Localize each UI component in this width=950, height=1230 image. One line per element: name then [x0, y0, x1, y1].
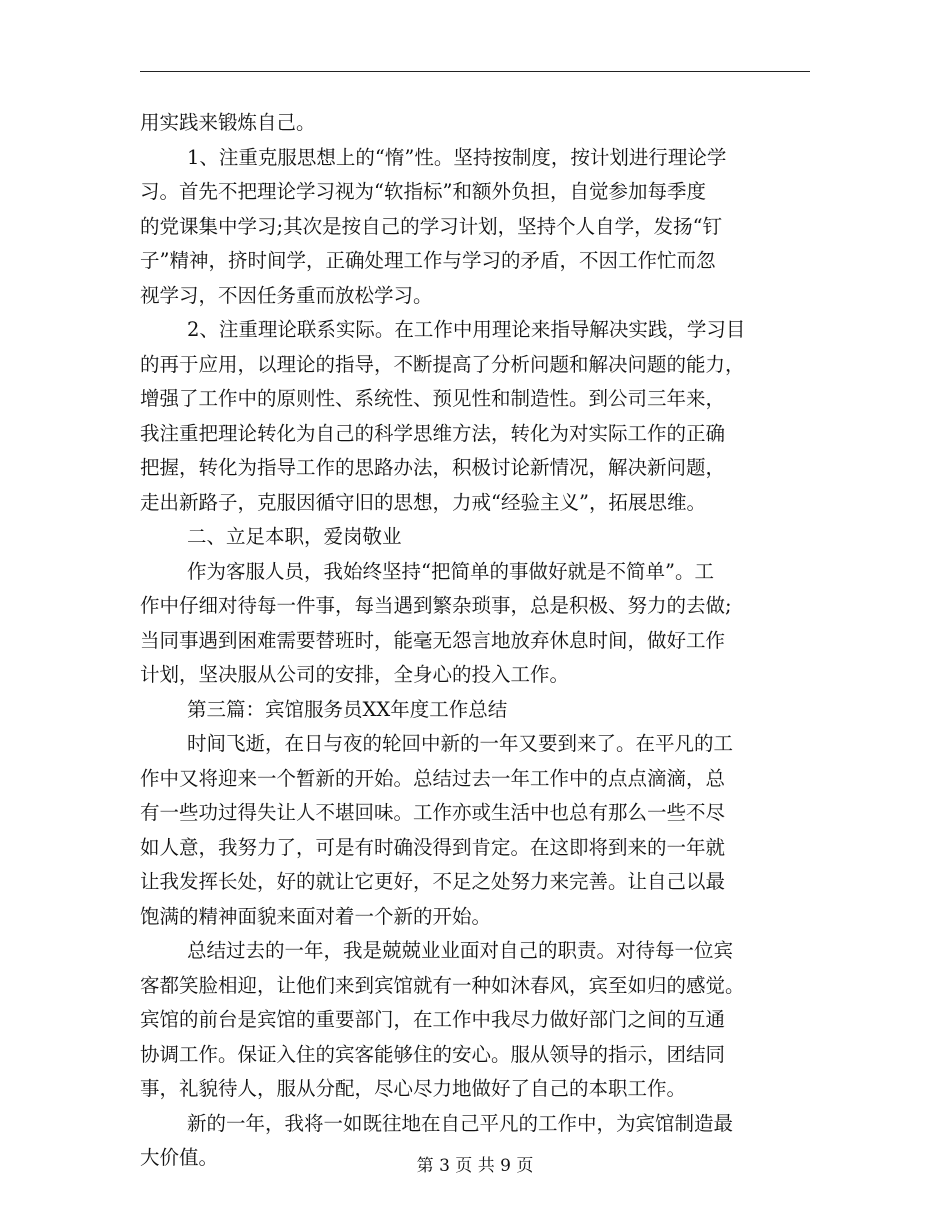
- text-line: 2、注重理论联系实际。在工作中用理论来指导解决实践，学习目: [187, 318, 746, 341]
- text-line: 增强了工作中的原则性、系统性、预见性和制造性。到公司三年来，: [140, 387, 726, 410]
- text-line: 1、注重克服思想上的“惰”性。坚持按制度，按计划进行理论学: [187, 145, 727, 169]
- text-line: 的党课集中学习;其次是按自己的学习计划，坚持个人自学，发扬“钉: [140, 214, 723, 238]
- text-line: 视学习，不因任务重而放松学习。: [140, 283, 433, 307]
- text-line: 把握，转化为指导工作的思路办法，积极讨论新情况，解决新问题，: [140, 456, 726, 479]
- text-line: 的再于应用，以理论的指导，不断提高了分析问题和解决问题的能力，: [140, 352, 745, 376]
- text-line: 二、立足本职，爱岗敬业: [187, 525, 402, 548]
- text-line: 走出新路子，克服因循守旧的思想，力戒“经验主义”，拓展思维。: [140, 490, 706, 514]
- document-body: [140, 106, 820, 1176]
- text-line: 大价值。: [140, 1146, 219, 1169]
- text-line: 习。首先不把理论学习视为“软指标”和额外负担，自觉参加每季度: [140, 180, 706, 203]
- text-line: 第三篇：宾馆服务员XX年度工作总结: [187, 697, 508, 721]
- text-line: 用实践来锻炼自己。: [140, 111, 316, 134]
- text-line: 宾馆的前台是宾馆的重要部门，在工作中我尽力做好部门之间的互通: [140, 1008, 726, 1031]
- header-rule: [140, 71, 810, 72]
- text-line: 时间飞逝，在日与夜的轮回中新的一年又要到来了。在平凡的工: [187, 732, 734, 755]
- text-line: 新的一年，我将一如既往地在自己平凡的工作中，为宾馆制造最: [187, 1111, 734, 1135]
- text-line: 协调工作。保证入住的宾客能够住的安心。服从领导的指示，团结同: [140, 1042, 726, 1066]
- page-number-footer: 第 3 页 共 9 页: [416, 1156, 534, 1176]
- text-line: 如人意，我努力了，可是有时确没得到肯定。在这即将到来的一年就: [140, 835, 726, 859]
- text-line: 事，礼貌待人，服从分配，尽心尽力地做好了自己的本职工作。: [140, 1077, 687, 1100]
- text-line: 子”精神，挤时间学，正确处理工作与学习的矛盾，不因工作忙而忽: [140, 249, 716, 272]
- text-line: 作中又将迎来一个暂新的开始。总结过去一年工作中的点点滴滴，总: [140, 766, 726, 790]
- text-line: 作为客服人员，我始终坚持“把简单的事做好就是不简单”。工: [187, 559, 714, 583]
- text-line: 计划，坚决服从公司的安排，全身心的投入工作。: [140, 663, 570, 686]
- text-line: 作中仔细对待每一件事，每当遇到繁杂琐事，总是积极、努力的去做;: [140, 594, 732, 617]
- text-line: 我注重把理论转化为自己的科学思维方法，转化为对实际工作的正确: [140, 421, 726, 445]
- text-line: 让我发挥长处，好的就让它更好，不足之处努力来完善。让自己以最: [140, 870, 726, 893]
- text-line: 饱满的精神面貌来面对着一个新的开始。: [140, 904, 492, 928]
- text-line: 有一些功过得失让人不堪回味。工作亦或生活中也总有那么一些不尽: [140, 801, 726, 824]
- text-line: 当同事遇到困难需要替班时，能毫无怨言地放弃休息时间，做好工作: [140, 628, 726, 652]
- text-line: 总结过去的一年，我是兢兢业业面对自己的职责。对待每一位宾: [187, 939, 734, 962]
- text-line: 客都笑脸相迎，让他们来到宾馆就有一种如沐春风，宾至如归的感觉。: [140, 973, 745, 997]
